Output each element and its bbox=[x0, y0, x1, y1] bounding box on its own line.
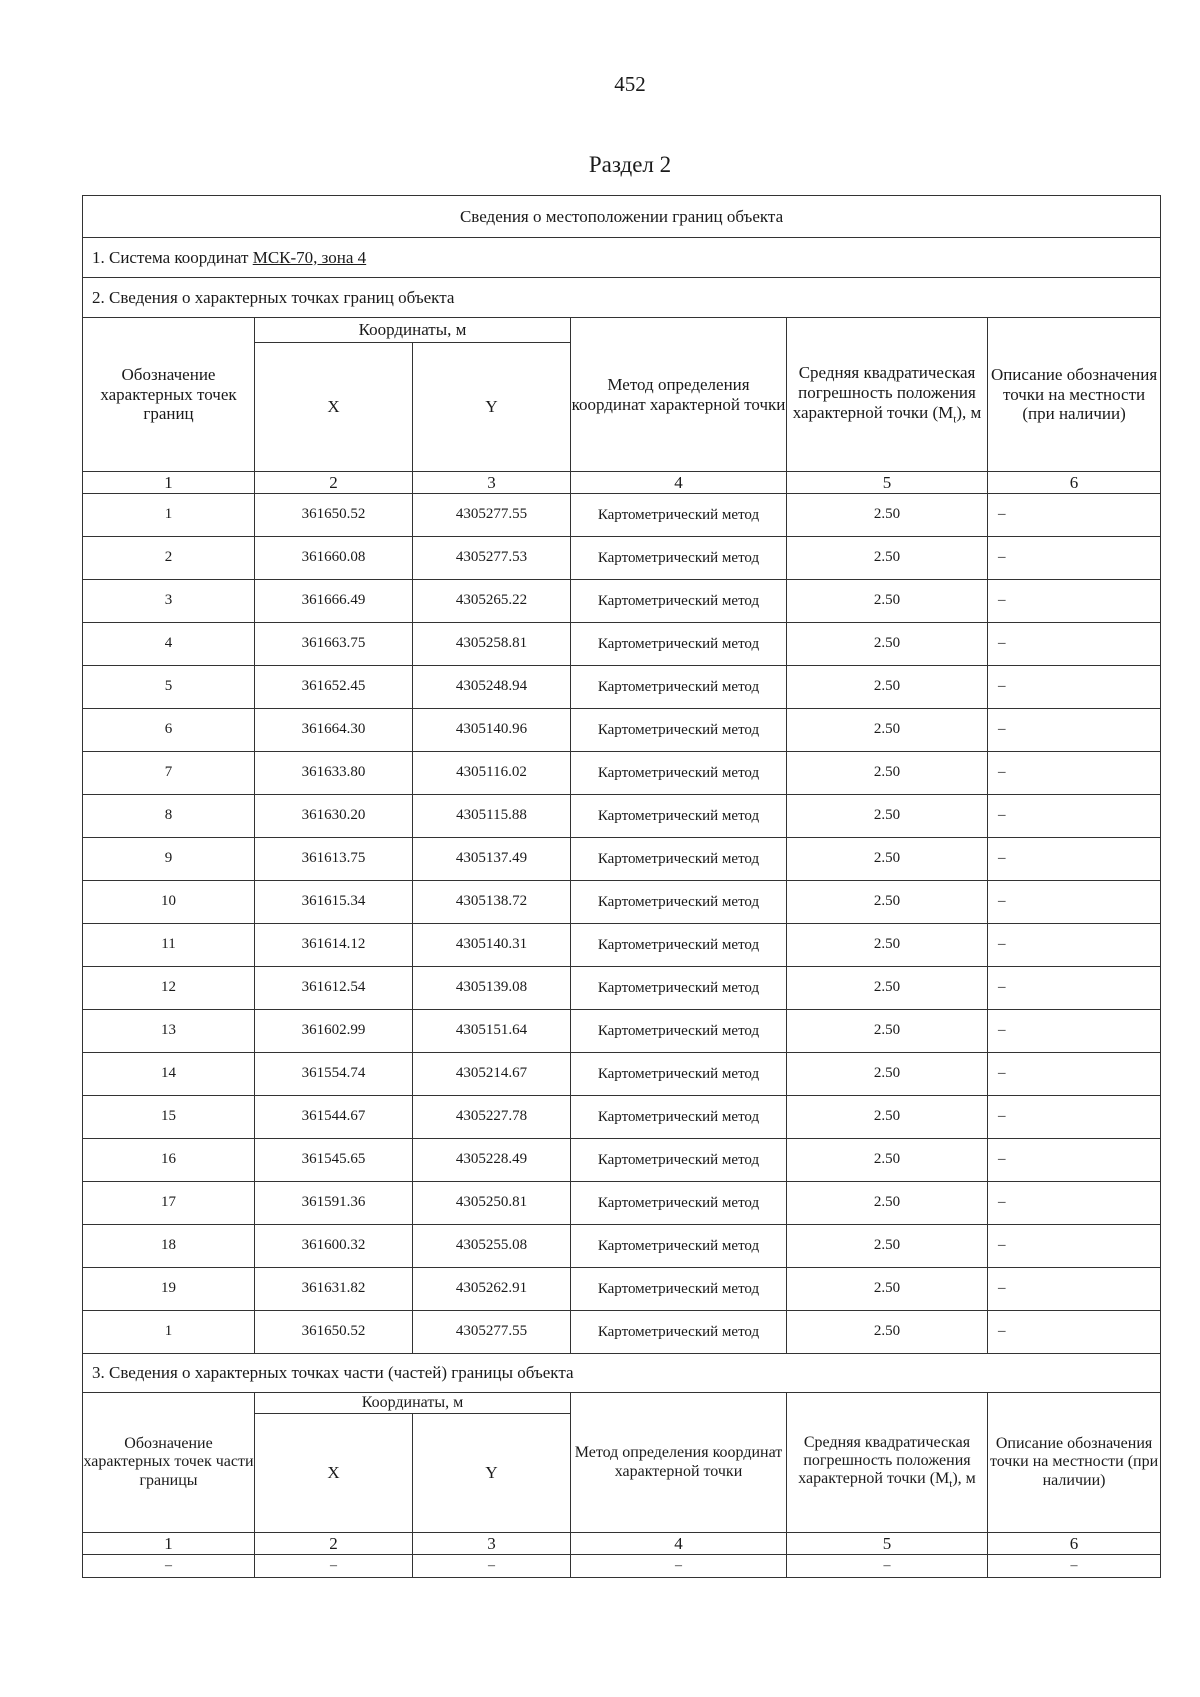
x-value: 361650.52 bbox=[255, 494, 413, 537]
table-row bbox=[83, 1139, 1161, 1182]
x-value: 361633.80 bbox=[255, 752, 413, 795]
boundary-table bbox=[82, 195, 1161, 1578]
x-value: 361602.99 bbox=[255, 1010, 413, 1053]
y-value: 4305137.49 bbox=[413, 838, 571, 881]
error-value: 2.50 bbox=[787, 537, 988, 580]
point-id: 8 bbox=[83, 795, 255, 838]
table-row bbox=[83, 580, 1161, 623]
method-value: Картометрический метод bbox=[571, 666, 787, 709]
y-value: 4305262.91 bbox=[413, 1268, 571, 1311]
x-value: 361630.20 bbox=[255, 795, 413, 838]
error-value: 2.50 bbox=[787, 494, 988, 537]
description-value: – bbox=[988, 1225, 1161, 1268]
x-value: 361652.45 bbox=[255, 666, 413, 709]
table-row bbox=[83, 1268, 1161, 1311]
description-value: – bbox=[988, 623, 1161, 666]
part3-header-method: Метод определения координат характерной точки bbox=[571, 1393, 787, 1533]
method-value: Картометрический метод bbox=[571, 537, 787, 580]
description-value: – bbox=[988, 1311, 1161, 1354]
point-id: 3 bbox=[83, 580, 255, 623]
part3-header-error-sub: t bbox=[949, 1478, 953, 1491]
table-row bbox=[83, 666, 1161, 709]
description-value: – bbox=[988, 795, 1161, 838]
description-value: – bbox=[988, 1010, 1161, 1053]
empty-cell: – bbox=[988, 1555, 1161, 1578]
table-row bbox=[83, 494, 1161, 537]
method-value: Картометрический метод bbox=[571, 1225, 787, 1268]
error-value: 2.50 bbox=[787, 666, 988, 709]
y-value: 4305250.81 bbox=[413, 1182, 571, 1225]
column-number: 3 bbox=[413, 1533, 571, 1555]
description-value: – bbox=[988, 967, 1161, 1010]
point-id: 17 bbox=[83, 1182, 255, 1225]
column-number: 6 bbox=[988, 1533, 1161, 1555]
error-value: 2.50 bbox=[787, 1096, 988, 1139]
y-value: 4305248.94 bbox=[413, 666, 571, 709]
method-value: Картометрический метод bbox=[571, 838, 787, 881]
x-value: 361660.08 bbox=[255, 537, 413, 580]
y-value: 4305255.08 bbox=[413, 1225, 571, 1268]
header-description: Описание обозначения точки на местности (при наличии) bbox=[988, 318, 1161, 472]
coord-system-line bbox=[83, 238, 1161, 278]
description-value: – bbox=[988, 1096, 1161, 1139]
x-value: 361544.67 bbox=[255, 1096, 413, 1139]
empty-cell: – bbox=[83, 1555, 255, 1578]
method-value: Картометрический метод bbox=[571, 752, 787, 795]
column-number: 4 bbox=[571, 1533, 787, 1555]
y-value: 4305140.31 bbox=[413, 924, 571, 967]
error-value: 2.50 bbox=[787, 1268, 988, 1311]
y-value: 4305139.08 bbox=[413, 967, 571, 1010]
point-id: 14 bbox=[83, 1053, 255, 1096]
part3-header-error bbox=[787, 1393, 988, 1533]
error-value: 2.50 bbox=[787, 1139, 988, 1182]
header-y: Y bbox=[413, 343, 571, 472]
description-value: – bbox=[988, 881, 1161, 924]
description-value: – bbox=[988, 1139, 1161, 1182]
point-id: 9 bbox=[83, 838, 255, 881]
method-value: Картометрический метод bbox=[571, 623, 787, 666]
point-id: 19 bbox=[83, 1268, 255, 1311]
description-value: – bbox=[988, 752, 1161, 795]
description-value: – bbox=[988, 1182, 1161, 1225]
column-number: 1 bbox=[83, 472, 255, 494]
x-value: 361614.12 bbox=[255, 924, 413, 967]
table-row bbox=[83, 752, 1161, 795]
part3-header-error-text: Средняя квадратическая погрешность положения характерной точки (M bbox=[798, 1433, 971, 1488]
point-id: 1 bbox=[83, 494, 255, 537]
x-value: 361666.49 bbox=[255, 580, 413, 623]
method-value: Картометрический метод bbox=[571, 1139, 787, 1182]
column-number: 3 bbox=[413, 472, 571, 494]
error-value: 2.50 bbox=[787, 1010, 988, 1053]
description-value: – bbox=[988, 537, 1161, 580]
header-error-unit: ), м bbox=[956, 402, 982, 422]
description-value: – bbox=[988, 924, 1161, 967]
table-title: Сведения о местоположении границ объекта bbox=[83, 196, 1161, 238]
error-value: 2.50 bbox=[787, 1182, 988, 1225]
y-value: 4305258.81 bbox=[413, 623, 571, 666]
point-id: 4 bbox=[83, 623, 255, 666]
table-row bbox=[83, 1555, 1161, 1578]
error-value: 2.50 bbox=[787, 709, 988, 752]
table-row bbox=[83, 1311, 1161, 1354]
y-value: 4305227.78 bbox=[413, 1096, 571, 1139]
header-method: Метод определения координат характерной точки bbox=[571, 318, 787, 472]
part3-header-error-unit: ), м bbox=[952, 1470, 976, 1488]
part3-column-numbers bbox=[83, 1533, 1161, 1555]
y-value: 4305277.55 bbox=[413, 1311, 571, 1354]
part3-header-row bbox=[83, 1393, 1161, 1414]
method-value: Картометрический метод bbox=[571, 494, 787, 537]
error-value: 2.50 bbox=[787, 1053, 988, 1096]
y-value: 4305138.72 bbox=[413, 881, 571, 924]
x-value: 361664.30 bbox=[255, 709, 413, 752]
x-value: 361612.54 bbox=[255, 967, 413, 1010]
table-row bbox=[83, 623, 1161, 666]
method-value: Картометрический метод bbox=[571, 1182, 787, 1225]
method-value: Картометрический метод bbox=[571, 1096, 787, 1139]
x-value: 361545.65 bbox=[255, 1139, 413, 1182]
x-value: 361650.52 bbox=[255, 1311, 413, 1354]
header-coords-group: Координаты, м bbox=[255, 318, 571, 343]
y-value: 4305140.96 bbox=[413, 709, 571, 752]
description-value: – bbox=[988, 709, 1161, 752]
description-value: – bbox=[988, 838, 1161, 881]
table-row bbox=[83, 1182, 1161, 1225]
coord-system-value: МСК-70, зона 4 bbox=[252, 247, 367, 267]
x-value: 361615.34 bbox=[255, 881, 413, 924]
method-value: Картометрический метод bbox=[571, 1053, 787, 1096]
header-error bbox=[787, 318, 988, 472]
point-id: 16 bbox=[83, 1139, 255, 1182]
method-value: Картометрический метод bbox=[571, 1311, 787, 1354]
y-value: 4305265.22 bbox=[413, 580, 571, 623]
column-number: 4 bbox=[571, 472, 787, 494]
table-row bbox=[83, 1225, 1161, 1268]
y-value: 4305115.88 bbox=[413, 795, 571, 838]
part3-header-coords-group: Координаты, м bbox=[255, 1393, 571, 1414]
empty-cell: – bbox=[571, 1555, 787, 1578]
page-number: 452 bbox=[614, 72, 646, 96]
description-value: – bbox=[988, 666, 1161, 709]
point-id: 13 bbox=[83, 1010, 255, 1053]
point-id: 2 bbox=[83, 537, 255, 580]
method-value: Картометрический метод bbox=[571, 881, 787, 924]
error-value: 2.50 bbox=[787, 967, 988, 1010]
y-value: 4305214.67 bbox=[413, 1053, 571, 1096]
description-value: – bbox=[988, 494, 1161, 537]
empty-cell: – bbox=[413, 1555, 571, 1578]
part3-header-description: Описание обозначения точки на местности (при наличии) bbox=[988, 1393, 1161, 1533]
table-row bbox=[83, 838, 1161, 881]
table-row bbox=[83, 967, 1161, 1010]
table-row bbox=[83, 1010, 1161, 1053]
point-id: 10 bbox=[83, 881, 255, 924]
table-row bbox=[83, 881, 1161, 924]
point-id: 5 bbox=[83, 666, 255, 709]
header-x: X bbox=[255, 343, 413, 472]
part2-title: 2. Сведения о характерных точках границ объекта bbox=[83, 278, 1161, 318]
point-id: 7 bbox=[83, 752, 255, 795]
empty-cell: – bbox=[255, 1555, 413, 1578]
x-value: 361613.75 bbox=[255, 838, 413, 881]
point-id: 6 bbox=[83, 709, 255, 752]
method-value: Картометрический метод bbox=[571, 1010, 787, 1053]
point-id: 12 bbox=[83, 967, 255, 1010]
method-value: Картометрический метод bbox=[571, 709, 787, 752]
method-value: Картометрический метод bbox=[571, 967, 787, 1010]
column-number: 6 bbox=[988, 472, 1161, 494]
y-value: 4305277.53 bbox=[413, 537, 571, 580]
error-value: 2.50 bbox=[787, 580, 988, 623]
point-id: 15 bbox=[83, 1096, 255, 1139]
column-number: 2 bbox=[255, 472, 413, 494]
x-value: 361591.36 bbox=[255, 1182, 413, 1225]
part3-title: 3. Сведения о характерных точках части (частей) границы объекта bbox=[83, 1354, 1161, 1393]
method-value: Картометрический метод bbox=[571, 1268, 787, 1311]
header-error-sub: t bbox=[953, 412, 957, 425]
part3-title-row bbox=[83, 1354, 1161, 1393]
table-row bbox=[83, 537, 1161, 580]
x-value: 361600.32 bbox=[255, 1225, 413, 1268]
error-value: 2.50 bbox=[787, 838, 988, 881]
error-value: 2.50 bbox=[787, 795, 988, 838]
x-value: 361663.75 bbox=[255, 623, 413, 666]
column-number: 5 bbox=[787, 472, 988, 494]
y-value: 4305277.55 bbox=[413, 494, 571, 537]
error-value: 2.50 bbox=[787, 1225, 988, 1268]
y-value: 4305228.49 bbox=[413, 1139, 571, 1182]
description-value: – bbox=[988, 580, 1161, 623]
table-row bbox=[83, 1096, 1161, 1139]
x-value: 361554.74 bbox=[255, 1053, 413, 1096]
column-number: 2 bbox=[255, 1533, 413, 1555]
x-value: 361631.82 bbox=[255, 1268, 413, 1311]
error-value: 2.50 bbox=[787, 924, 988, 967]
empty-cell: – bbox=[787, 1555, 988, 1578]
point-id: 18 bbox=[83, 1225, 255, 1268]
error-value: 2.50 bbox=[787, 623, 988, 666]
description-value: – bbox=[988, 1268, 1161, 1311]
part2-column-numbers bbox=[83, 472, 1161, 494]
error-value: 2.50 bbox=[787, 881, 988, 924]
coord-system-label: 1. Система координат bbox=[92, 247, 253, 267]
table-row bbox=[83, 924, 1161, 967]
header-designation: Обозначение характерных точек границ bbox=[83, 318, 255, 472]
description-value: – bbox=[988, 1053, 1161, 1096]
part3-header-designation: Обозначение характерных точек части границы bbox=[83, 1393, 255, 1533]
table-row bbox=[83, 1053, 1161, 1096]
y-value: 4305116.02 bbox=[413, 752, 571, 795]
section-title: Раздел 2 bbox=[588, 152, 672, 177]
part3-header-y: Y bbox=[413, 1414, 571, 1533]
header-error-text: Средняя квадратическая погрешность положения характерной точки (M bbox=[792, 363, 976, 422]
point-id: 11 bbox=[83, 924, 255, 967]
y-value: 4305151.64 bbox=[413, 1010, 571, 1053]
column-number: 5 bbox=[787, 1533, 988, 1555]
part3-header-x: X bbox=[255, 1414, 413, 1533]
error-value: 2.50 bbox=[787, 752, 988, 795]
table-row bbox=[83, 709, 1161, 752]
column-number: 1 bbox=[83, 1533, 255, 1555]
table-row bbox=[83, 795, 1161, 838]
error-value: 2.50 bbox=[787, 1311, 988, 1354]
method-value: Картометрический метод bbox=[571, 580, 787, 623]
method-value: Картометрический метод bbox=[571, 924, 787, 967]
method-value: Картометрический метод bbox=[571, 795, 787, 838]
point-id: 1 bbox=[83, 1311, 255, 1354]
